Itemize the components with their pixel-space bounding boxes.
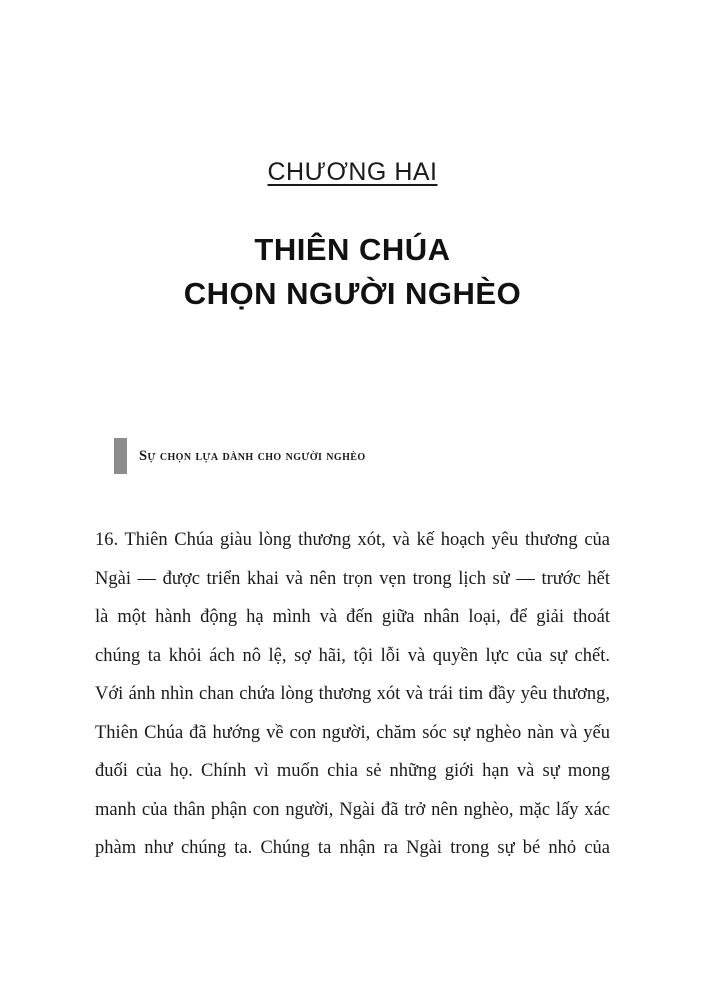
chapter-title <box>0 228 705 316</box>
section-heading-bar <box>114 438 127 474</box>
chapter-title-line-1: THIÊN CHÚA <box>254 232 451 267</box>
body-line: manh của thân phận con người, Ngài đã trở nên nghèo, mặc lấy xác <box>95 799 610 820</box>
body-line: Thiên Chúa đã hướng về con người, chăm sóc sự nghèo nàn và yếu <box>95 722 610 743</box>
section-heading <box>114 438 366 474</box>
body-line: chúng ta khỏi ách nô lệ, sợ hãi, tội lỗi và quyền lực của sự chết. <box>95 645 610 666</box>
body-line: 16. Thiên Chúa giàu lòng thương xót, và kế hoạch yêu thương của <box>95 530 610 550</box>
body-line: Ngài — được triển khai và nên trọn vẹn trong lịch sử — trước hết <box>95 568 610 589</box>
chapter-title-line-2: CHỌN NGƯỜI NGHÈO <box>183 276 522 311</box>
section-heading-text: Sự chọn lựa dành cho người nghèo <box>139 447 366 464</box>
chapter-label-text: CHƯƠNG HAI <box>267 158 438 186</box>
body-line: phàm như chúng ta. Chúng ta nhận ra Ngài trong sự bé nhỏ của <box>95 838 610 858</box>
body-line: Với ánh nhìn chan chứa lòng thương xót và trái tim đầy yêu thương, <box>95 684 610 704</box>
chapter-label <box>0 158 705 187</box>
body-line: là một hành động hạ mình và đến giữa nhân loại, để giải thoát <box>95 607 610 627</box>
body-line: đuối của họ. Chính vì muốn chia sẻ những giới hạn và sự mong <box>95 761 610 781</box>
body-paragraph <box>95 521 610 868</box>
